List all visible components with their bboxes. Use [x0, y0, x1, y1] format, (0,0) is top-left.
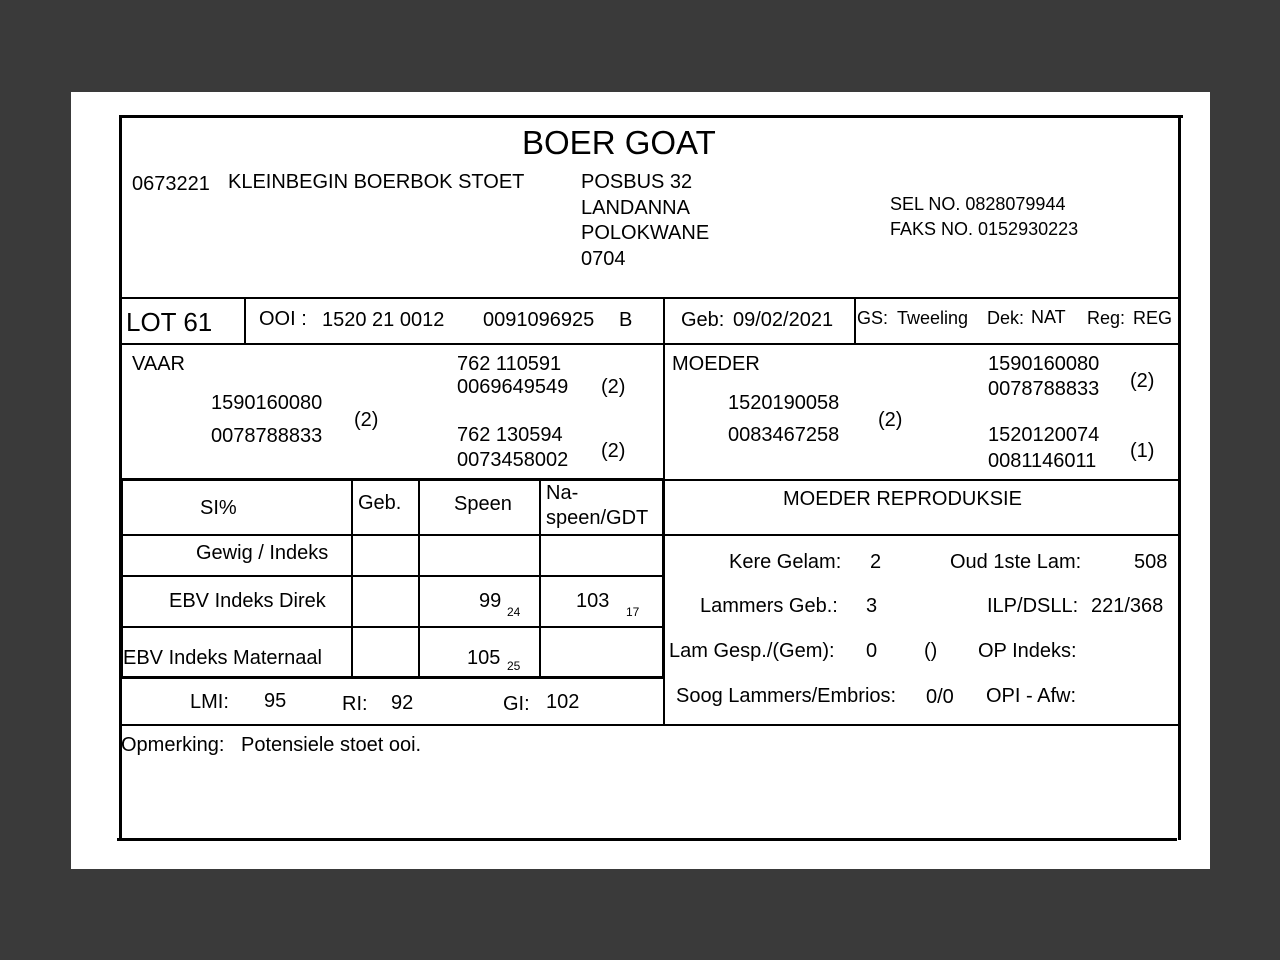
row-label-maternaal: EBV Indeks Maternaal: [123, 647, 322, 669]
opmerking-label: Opmerking:: [121, 734, 225, 756]
moeder-grade: (2): [878, 409, 903, 431]
divider-pedigree-center: [663, 343, 665, 480]
ilp-dsll-value: 221/368: [1091, 595, 1164, 617]
direk-naspeen-count: 17: [626, 605, 640, 619]
lam-gesp-average: (): [924, 640, 938, 662]
vaar-dam-reg: 0073458002: [457, 449, 569, 471]
geb-date: 09/02/2021: [733, 309, 834, 331]
lam-gesp-label: Lam Gesp./(Gem):: [669, 640, 835, 662]
breeder-name: KLEINBEGIN BOERBOK STOET: [228, 171, 525, 193]
divider-index-row2: [120, 626, 665, 628]
soog-lammers-value: 0/0: [926, 686, 954, 708]
vaar-id-1: 1590160080: [211, 392, 323, 414]
vaar-sire-id: 762 110591: [457, 353, 562, 375]
divider-bottom-center: [663, 678, 665, 725]
soog-lammers-label: Soog Lammers/Embrios:: [676, 685, 897, 707]
divider-pedigree: [120, 478, 665, 481]
address-line-3: POLOKWANE: [581, 222, 710, 244]
direk-naspeen-value: 103: [576, 590, 610, 612]
col-header-speen: Speen: [454, 493, 512, 515]
moeder-id-1: 1520190058: [728, 392, 840, 414]
opi-afw-label: OPI - Afw:: [986, 685, 1077, 707]
moeder-dam-id: 1520120074: [988, 424, 1100, 446]
lmi-value: 95: [264, 690, 287, 712]
oud-1ste-lam-label: Oud 1ste Lam:: [950, 551, 1082, 573]
faks-number: FAKS NO. 0152930223: [890, 219, 1079, 239]
address-line-4: 0704: [581, 248, 626, 270]
lammers-geb-value: 3: [866, 595, 878, 617]
card-border-bottom: [117, 838, 1177, 841]
direk-speen-value: 99: [479, 590, 502, 612]
gi-value: 102: [546, 691, 580, 713]
moeder-sire-reg: 0078788833: [988, 378, 1100, 400]
breeder-code: 0673221: [132, 173, 210, 195]
gs-label: GS:: [857, 308, 889, 328]
col-header-naspeen-2: speen/GDT: [546, 507, 649, 529]
divider-index-col-geb: [351, 479, 353, 678]
oud-1ste-lam-value: 508: [1134, 551, 1168, 573]
divider-lot-row: [120, 343, 1179, 345]
address-line-2: LANDANNA: [581, 197, 690, 219]
divider-remarks: [120, 724, 1179, 726]
ooi-label: OOI :: [259, 308, 307, 330]
direk-speen-count: 24: [507, 605, 521, 619]
divider-index-row1: [120, 575, 665, 577]
moeder-dam-reg: 0081146011: [988, 450, 1097, 472]
reg-value: REG: [1133, 308, 1173, 328]
lammers-geb-label: Lammers Geb.:: [700, 595, 838, 617]
opmerking-text: Potensiele stoet ooi.: [241, 734, 422, 756]
row-label-gewig: Gewig / Indeks: [196, 542, 329, 564]
ri-value: 92: [391, 692, 414, 714]
maternaal-speen-value: 105: [467, 647, 501, 669]
row-label-direk: EBV Indeks Direk: [169, 590, 326, 612]
divider-index-col-speen: [418, 479, 420, 678]
divider-lot-box: [244, 298, 246, 344]
col-header-geb: Geb.: [358, 492, 402, 514]
ri-label: RI:: [342, 693, 368, 715]
kere-gelam-value: 2: [870, 551, 882, 573]
vaar-id-2: 0078788833: [211, 425, 323, 447]
moeder-id-2: 0083467258: [728, 424, 840, 446]
maternaal-speen-count: 25: [507, 659, 521, 673]
geb-label: Geb:: [681, 309, 725, 331]
divider-index-col-naspeen: [539, 479, 541, 678]
card-border-right: [1178, 115, 1181, 840]
dek-value: NAT: [1031, 307, 1066, 327]
divider-index-head: [120, 534, 1179, 536]
lmi-label: LMI:: [190, 691, 229, 713]
divider-header: [120, 297, 1179, 299]
kere-gelam-label: Kere Gelam:: [729, 551, 842, 573]
col-header-naspeen-1: Na-: [546, 482, 579, 504]
sel-number: SEL NO. 0828079944: [890, 194, 1066, 214]
dek-label: Dek:: [987, 308, 1025, 328]
moeder-dam-grade: (1): [1130, 440, 1155, 462]
moeder-sire-id: 1590160080: [988, 353, 1100, 375]
lot-label: LOT 61: [126, 307, 213, 337]
divider-geb-box-right: [854, 298, 856, 344]
reproduksie-title: MOEDER REPRODUKSIE: [783, 488, 1022, 510]
si-percent-label: SI%: [200, 497, 237, 519]
card-border-top: [119, 115, 1183, 118]
divider-geb-box-left: [663, 298, 665, 344]
divider-index-right: [662, 479, 665, 679]
op-indeks-label: OP Indeks:: [978, 640, 1077, 662]
ilp-dsll-label: ILP/DSLL:: [987, 595, 1079, 617]
vaar-sire-reg: 0069649549: [457, 376, 569, 398]
moeder-sire-grade: (2): [1130, 370, 1155, 392]
address-line-1: POSBUS 32: [581, 171, 693, 193]
vaar-sire-grade: (2): [601, 376, 626, 398]
vaar-grade: (2): [354, 409, 379, 431]
divider-index-row3: [120, 676, 665, 679]
vaar-dam-id: 762 130594: [457, 424, 563, 446]
reg-label: Reg:: [1087, 308, 1126, 328]
gs-value: Tweeling: [897, 308, 969, 328]
ooi-registration: 0091096925: [483, 309, 595, 331]
ooi-id: 1520 21 0012: [322, 309, 445, 331]
moeder-label: MOEDER: [672, 353, 760, 375]
vaar-label: VAAR: [132, 353, 185, 375]
lam-gesp-value: 0: [866, 640, 878, 662]
vaar-dam-grade: (2): [601, 440, 626, 462]
gi-label: GI:: [503, 693, 530, 715]
divider-pedigree-right: [665, 479, 1179, 481]
card-title: BOER GOAT: [522, 124, 716, 161]
ooi-grade: B: [619, 309, 633, 331]
